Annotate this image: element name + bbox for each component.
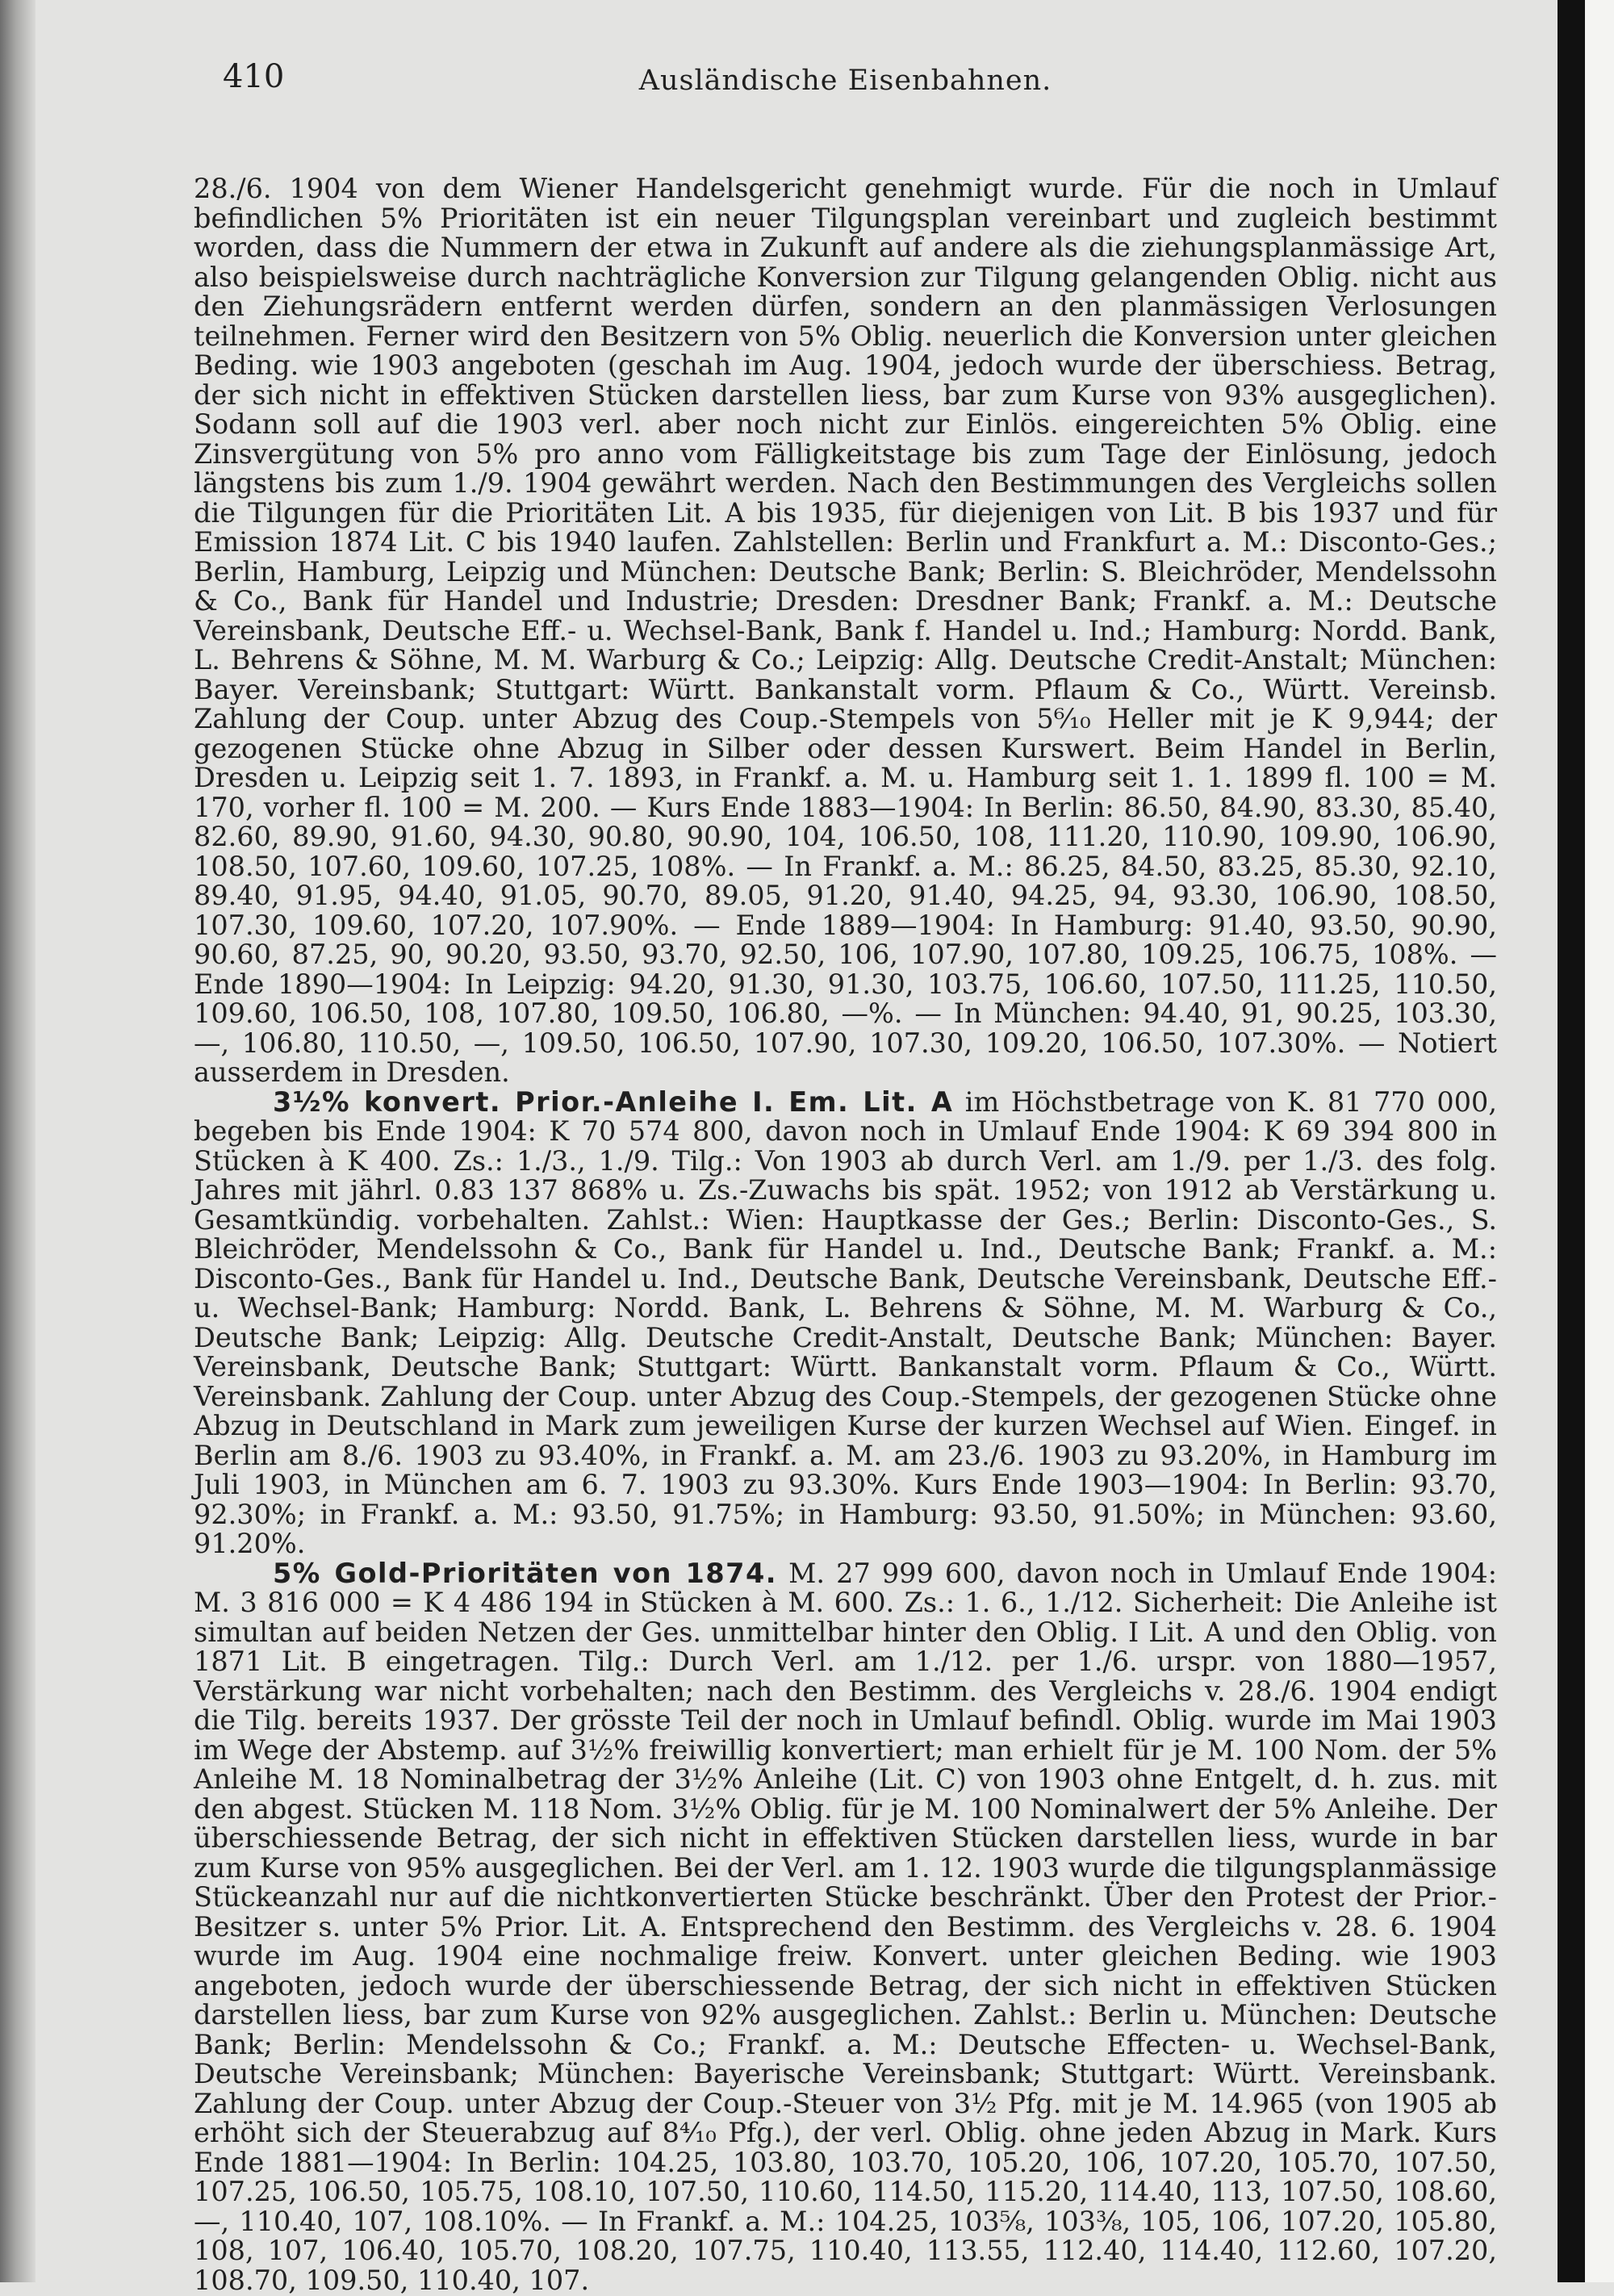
section-lead: 5% Gold-Prioritäten von 1874. — [273, 1557, 778, 1589]
paragraph-gold-prioritaeten — [194, 1559, 1497, 2296]
paragraph-prior-anleihe-lit-a — [194, 1085, 1497, 1559]
scan-right-edge — [1558, 0, 1585, 2282]
page-header — [194, 48, 1497, 105]
paragraph-text: M. 27 999 600, davon noch in Umlauf Ende 1904: M. 3 816 000 = K 4 486 194 in Stücken à M. 600. Zs.: 1. 6., 1./12. Sicherheit: Die Anleihe ist simultan auf beiden Netzen der Ges. unmittelbar hinter den Oblig. I Lit. A und den Oblig. von 1871 Lit. B eingetragen. Tilg.: Durch Verl. am 1./12. per 1./6. urspr. von 1880—1957, Verstärkung war nicht vorbehalten; nach den Bestimm. des Vergleichs v. 28./6. 1904 endigt die Tilg. bereits 1937. Der grösste Teil der noch in Umlauf befindl. Oblig. wurde im Mai 1903 im Wege der Abstemp. auf 3½% freiwillig konvertiert; man erhielt für je M. 100 Nom. der 5% Anleihe M. 18 Nominalbetrag der 3½% Anleihe (Lit. C) von 1903 ohne Entgelt, d. h. zus. mit den abgest. Stücken M. 118 Nom. 3½% Oblig. für je M. 100 Nominalwert der 5% Anleihe. Der überschiessende Betrag, der sich nicht in effektiven Stücken darstellen liess, wurde in bar zum Kurse von 95% ausgeglichen. Bei der Verl. am 1. 12. 1903 wurde die tilgungsplanmässige Stückeanzahl nur auf die nichtkonvertierten Stücke beschränkt. Über den Protest der Prior.-Besitzer s. unter 5% Prior. Lit. A. Entsprechend den Bestimm. des Vergleichs v. 28. 6. 1904 wurde im Aug. 1904 eine nochmalige freiw. Konvert. unter gleichen Beding. wie 1903 angeboten, jedoch wurde der überschiessende Betrag, der sich nicht in effektiven Stücken darstellen liess, bar zum Kurse von 92% ausgeglichen. Zahlst.: Berlin u. München: Deutsche Bank; Berlin: Mendelssohn & Co.; Frankf. a. M.: Deutsche Effecten- u. Wechsel-Bank, Deutsche Vereinsbank; München: Bayerische Vereinsbank; Stuttgart: Württ. Vereinsbank. Zahlung der Coup. unter Abzug der Coup.-Steuer von 3½ Pfg. mit je M. 14.965 (von 1905 ab erhöht sich der Steuerabzug auf 8⁴⁄₁₀ Pfg.), der verl. Oblig. ohne jeden Abzug in Mark. Kurs Ende 1881—1904: In Berlin: 104.25, 103.80, 103.70, 105.20, 106, 107.20, 105.70, 107.50, 107.25, 106.50, 105.75, 108.10, 107.50, 110.60, 114.50, 115.20, 114.40, 113, 107.50, 108.60, —, 110.40, 107, 108.10%. — In Frankf. a. M.: 104.25, 103⁵⁄₈, 103³⁄₈, 105, 106, 107.20, 105.80, 108, 107, 106.40, 105.70, 108.20, 107.75, 110.40, 113.55, 112.40, 114.40, 112.60, 107.20, 108.70, 109.50, 110.40, 107. — [194, 1557, 1497, 2296]
scan-right-margin — [1585, 0, 1614, 2282]
body-text — [194, 174, 1497, 2295]
scan-gutter-shadow — [0, 0, 36, 2282]
document-page — [194, 48, 1497, 2295]
page-number: 410 — [223, 58, 285, 95]
running-title: Ausländische Eisenbahnen. — [638, 65, 1052, 97]
section-lead: 3½% konvert. Prior.-Anleihe I. Em. Lit. A — [273, 1085, 954, 1118]
paragraph-text: im Höchstbetrage von K. 81 770 000, begeben bis Ende 1904: K 70 574 800, davon noch in Umlauf Ende 1904: K 69 394 800 in Stücken à K 400. Zs.: 1./3., 1./9. Tilg.: Von 1903 ab durch Verl. am 1./9. per 1./3. des folg. Jahres mit jährl. 0.83 137 868% u. Zs.-Zuwachs bis spät. 1952; von 1912 ab Verstärkung u. Gesamtkündig. vorbehalten. Zahlst.: Wien: Hauptkasse der Ges.; Berlin: Disconto-Ges., S. Bleichröder, Mendelssohn & Co., Bank für Handel u. Ind., Deutsche Bank; Frankf. a. M.: Disconto-Ges., Bank für Handel u. Ind., Deutsche Bank, Deutsche Vereinsbank, Deutsche Eff.- u. Wechsel-Bank; Hamburg: Nordd. Bank, L. Behrens & Söhne, M. M. Warburg & Co., Deutsche Bank; Leipzig: Allg. Deutsche Credit-Anstalt, Deutsche Bank; München: Bayer. Vereinsbank, Deutsche Bank; Stuttgart: Württ. Bankanstalt vorm. Pflaum & Co., Württ. Vereinsbank. Zahlung der Coup. unter Abzug des Coup.-Stempels, der gezogenen Stücke ohne Abzug in Deutschland in Mark zum jeweiligen Kurse der kurzen Wechsel auf Wien. Eingef. in Berlin am 8./6. 1903 zu 93.40%, in Frankf. a. M. am 23./6. 1903 zu 93.20%, in Hamburg im Juli 1903, in München am 6. 7. 1903 zu 93.30%. Kurs Ende 1903—1904: In Berlin: 93.70, 92.30%; in Frankf. a. M.: 93.50, 91.75%; in Hamburg: 93.50, 91.50%; in München: 93.60, 91.20%. — [194, 1085, 1497, 1559]
paragraph-continuation — [194, 174, 1497, 1088]
paragraph-text: 28./6. 1904 von dem Wiener Handelsgericht genehmigt wurde. Für die noch in Umlauf befindlichen 5% Prioritäten ist ein neuer Tilgungsplan vereinbart und zugleich bestimmt worden, dass die Nummern der etwa in Zukunft auf andere als die ziehungsplanmässige Art, also beispielsweise durch nachträgliche Konversion zur Tilgung gelangenden Oblig. nicht aus den Ziehungsrädern entfernt werden dürfen, sondern an den planmässigen Verlosungen teilnehmen. Ferner wird den Besitzern von 5% Oblig. neuerlich die Konversion unter gleichen Beding. wie 1903 angeboten (geschah im Aug. 1904, jedoch wurde der überschiess. Betrag, der sich nicht in effektiven Stücken darstellen liess, bar zum Kurse von 93% ausgeglichen). Sodann soll auf die 1903 verl. aber noch nicht zur Einlös. eingereichten 5% Oblig. eine Zinsvergütung von 5% pro anno vom Fälligkeitstage bis zum Tage der Einlösung, jedoch längstens bis zum 1./9. 1904 gewährt werden. Nach den Bestimmungen des Vergleichs sollen die Tilgungen für die Prioritäten Lit. A bis 1935, für diejenigen von Lit. B bis 1937 und für Emission 1874 Lit. C bis 1940 laufen. Zahlstellen: Berlin und Frankfurt a. M.: Disconto-Ges.; Berlin, Hamburg, Leipzig und München: Deutsche Bank; Berlin: S. Bleichröder, Mendelssohn & Co., Bank für Handel und Industrie; Dresden: Dresdner Bank; Frankf. a. M.: Deutsche Vereinsbank, Deutsche Eff.- u. Wechsel-Bank, Bank f. Handel u. Ind.; Hamburg: Nordd. Bank, L. Behrens & Söhne, M. M. Warburg & Co.; Leipzig: Allg. Deutsche Credit-Anstalt; München: Bayer. Vereinsbank; Stuttgart: Württ. Bankanstalt vorm. Pflaum & Co., Württ. Vereinsb. Zahlung der Coup. unter Abzug des Coup.-Stempels von 5⁶⁄₁₀ Heller mit je K 9,944; der gezogenen Stücke ohne Abzug in Silber oder dessen Kurswert. Beim Handel in Berlin, Dresden u. Leipzig seit 1. 7. 1893, in Frankf. a. M. u. Hamburg seit 1. 1. 1899 fl. 100 = M. 170, vorher fl. 100 = M. 200. — Kurs Ende 1883—1904: In Berlin: 86.50, 84.90, 83.30, 85.40, 82.60, 89.90, 91.60, 94.30, 90.80, 90.90, 104, 106.50, 108, 111.20, 110.90, 109.90, 106.90, 108.50, 107.60, 109.60, 107.25, 108%. — In Frankf. a. M.: 86.25, 84.50, 83.25, 85.30, 92.10, 89.40, 91.95, 94.40, 91.05, 90.70, 89.05, 91.20, 91.40, 94.25, 94, 93.30, 106.90, 108.50, 107.30, 109.60, 107.20, 107.90%. — Ende 1889—1904: In Hamburg: 91.40, 93.50, 90.90, 90.60, 87.25, 90, 90.20, 93.50, 93.70, 92.50, 106, 107.90, 107.80, 109.25, 106.75, 108%. — Ende 1890—1904: In Leipzig: 94.20, 91.30, 91.30, 103.75, 106.60, 107.50, 111.25, 110.50, 109.60, 106.50, 108, 107.80, 109.50, 106.80, —%. — In München: 94.40, 91, 90.25, 103.30, —, 106.80, 110.50, —, 109.50, 106.50, 107.90, 107.30, 109.20, 106.50, 107.30%. — Notiert ausserdem in Dresden. — [194, 173, 1497, 1088]
